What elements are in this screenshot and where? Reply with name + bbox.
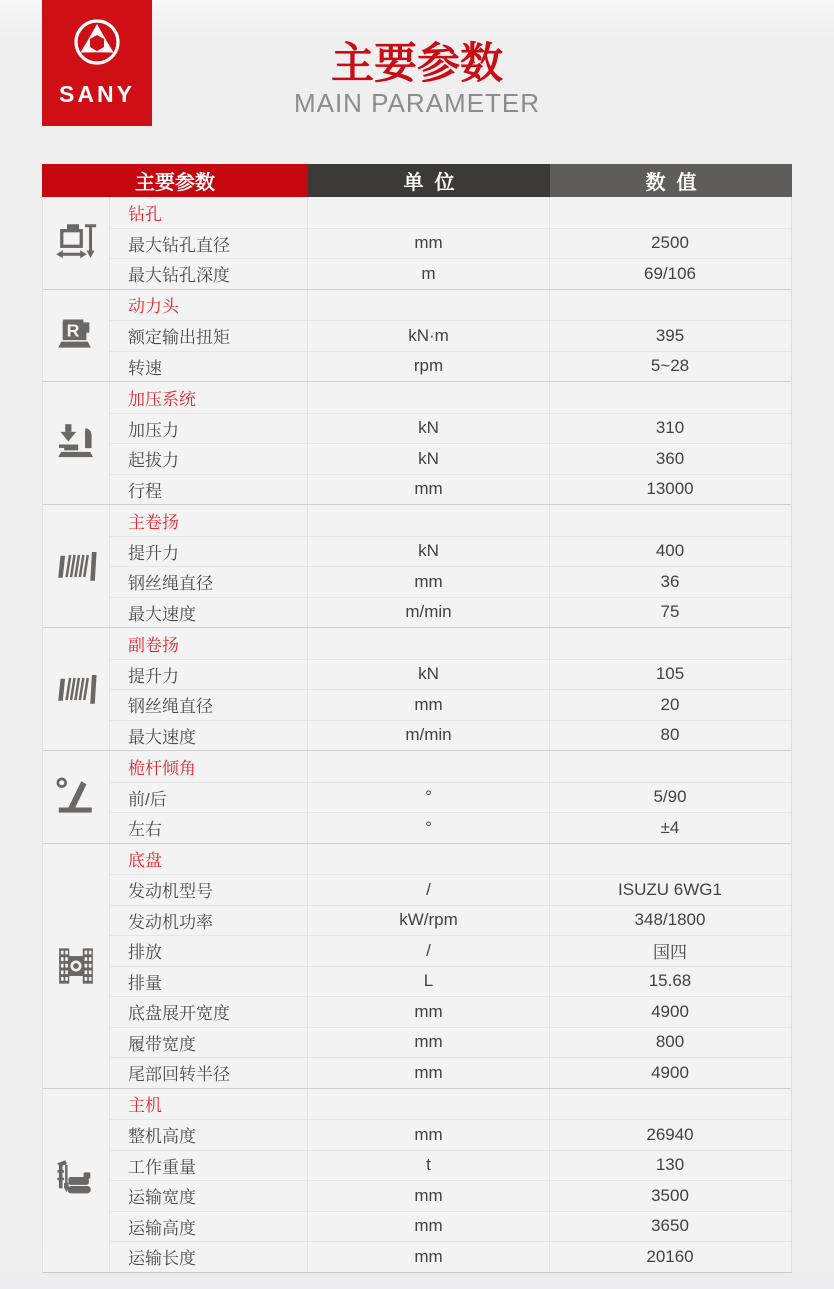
col-header-unit: 单 位	[308, 164, 550, 197]
param-name: 最大速度	[128, 727, 196, 747]
param-name: 发动机型号	[128, 882, 213, 902]
param-name: 钢丝绳直径	[128, 697, 213, 717]
drill-hole-icon	[55, 222, 97, 264]
param-unit: t	[307, 1151, 549, 1181]
param-unit: mm	[307, 1242, 549, 1272]
winch-icon	[51, 669, 101, 709]
section-icon-cell	[43, 751, 110, 843]
section-rows	[110, 628, 791, 750]
section-title-row	[110, 751, 791, 782]
param-value: 105	[549, 660, 790, 690]
param-value: 5/90	[549, 783, 790, 813]
param-name: 履带宽度	[128, 1034, 196, 1054]
empty-unit-cell	[307, 197, 549, 228]
table-body	[42, 197, 792, 1273]
param-unit: kN	[307, 414, 549, 444]
param-name: 整机高度	[128, 1127, 196, 1147]
param-value: 400	[549, 537, 790, 567]
param-name: 额定输出扭矩	[128, 328, 230, 348]
chassis-icon	[53, 943, 99, 989]
rig-machine-icon	[51, 1158, 101, 1202]
table-row	[110, 1150, 791, 1181]
section-rows	[110, 505, 791, 627]
table-row	[110, 351, 791, 382]
param-unit: L	[307, 967, 549, 997]
param-name: 转速	[128, 358, 162, 378]
table-section	[43, 381, 791, 504]
param-name: 运输高度	[128, 1218, 196, 1238]
empty-unit-cell	[307, 844, 549, 875]
param-unit: mm	[307, 229, 549, 259]
table-row	[110, 413, 791, 444]
param-unit: mm	[307, 1181, 549, 1211]
section-title-row	[110, 290, 791, 321]
table-row	[110, 320, 791, 351]
param-name: 工作重量	[128, 1157, 196, 1177]
col-header-parameter: 主要参数	[42, 164, 308, 197]
winch-icon	[51, 546, 101, 586]
param-value: ISUZU 6WG1	[549, 875, 790, 905]
empty-value-cell	[549, 505, 790, 536]
param-name: 加压力	[128, 420, 179, 440]
section-icon-cell	[43, 628, 110, 750]
section-rows	[110, 1089, 791, 1272]
section-rows	[110, 844, 791, 1088]
section-icon-cell	[43, 290, 110, 382]
param-name: 左右	[128, 820, 162, 840]
empty-value-cell	[549, 844, 790, 875]
param-unit: mm	[307, 997, 549, 1027]
param-value: 3650	[549, 1212, 790, 1242]
section-title: 副卷扬	[128, 635, 179, 655]
param-unit: rpm	[307, 352, 549, 382]
param-value: 15.68	[549, 967, 790, 997]
table-row	[110, 905, 791, 936]
param-unit: m/min	[307, 598, 549, 628]
param-name: 最大钻孔深度	[128, 266, 230, 286]
table-row	[110, 258, 791, 289]
empty-value-cell	[549, 290, 790, 321]
brand-name: SANY	[59, 81, 135, 107]
param-name: 行程	[128, 481, 162, 501]
param-value: 5~28	[549, 352, 790, 382]
empty-unit-cell	[307, 290, 549, 321]
param-unit: mm	[307, 1058, 549, 1088]
table-header	[42, 164, 792, 197]
table-row	[110, 874, 791, 905]
param-value: 348/1800	[549, 906, 790, 936]
param-value: ±4	[549, 813, 790, 843]
empty-value-cell	[549, 1089, 790, 1120]
empty-value-cell	[549, 751, 790, 782]
table-row	[110, 474, 791, 505]
table-row	[110, 536, 791, 567]
section-icon-cell	[43, 1089, 110, 1272]
section-title: 动力头	[128, 297, 179, 317]
param-name: 底盘展开宽度	[128, 1004, 230, 1024]
table-section	[43, 843, 791, 1088]
svg-text:R: R	[66, 320, 80, 341]
param-name: 排量	[128, 973, 162, 993]
section-icon-cell	[43, 844, 110, 1088]
param-unit: mm	[307, 1028, 549, 1058]
param-unit: °	[307, 783, 549, 813]
param-value: 130	[549, 1151, 790, 1181]
param-name: 最大钻孔直径	[128, 235, 230, 255]
param-value: 4900	[549, 997, 790, 1027]
empty-value-cell	[549, 628, 790, 659]
param-name: 提升力	[128, 666, 179, 686]
table-section	[43, 197, 791, 289]
param-value: 75	[549, 598, 790, 628]
section-icon-cell	[43, 197, 110, 289]
param-name: 发动机功率	[128, 912, 213, 932]
param-unit: mm	[307, 1212, 549, 1242]
table-row	[110, 689, 791, 720]
param-unit: kN	[307, 660, 549, 690]
param-unit: kN	[307, 537, 549, 567]
param-name: 运输长度	[128, 1249, 196, 1269]
section-rows	[110, 290, 791, 382]
table-row	[110, 659, 791, 690]
param-value: 310	[549, 414, 790, 444]
section-title-row	[110, 505, 791, 536]
param-unit: mm	[307, 690, 549, 720]
param-name: 运输宽度	[128, 1188, 196, 1208]
param-unit: mm	[307, 567, 549, 597]
empty-unit-cell	[307, 505, 549, 536]
param-name: 最大速度	[128, 604, 196, 624]
param-value: 13000	[549, 475, 790, 505]
section-icon-cell	[43, 382, 110, 504]
empty-unit-cell	[307, 382, 549, 413]
table-section	[43, 504, 791, 627]
table-row	[110, 782, 791, 813]
table-section	[43, 289, 791, 382]
page-subtitle: MAIN PARAMETER	[293, 88, 541, 118]
section-title: 底盘	[128, 851, 162, 871]
param-value: 69/106	[549, 259, 790, 289]
empty-value-cell	[549, 197, 790, 228]
param-unit: kN	[307, 444, 549, 474]
param-value: 20	[549, 690, 790, 720]
section-title-row	[110, 1089, 791, 1120]
param-name: 排放	[128, 943, 162, 963]
table-row	[110, 1241, 791, 1272]
section-icon-cell	[43, 505, 110, 627]
parameter-table	[42, 164, 792, 1273]
section-title-row	[110, 382, 791, 413]
table-row	[110, 1027, 791, 1058]
param-unit: kN·m	[307, 321, 549, 351]
table-section	[43, 750, 791, 843]
empty-unit-cell	[307, 628, 549, 659]
param-value: 3500	[549, 1181, 790, 1211]
param-name: 起拔力	[128, 451, 179, 471]
table-row	[110, 720, 791, 751]
table-row	[110, 966, 791, 997]
param-unit: °	[307, 813, 549, 843]
mast-angle-icon	[53, 776, 99, 818]
table-section	[43, 627, 791, 750]
rotary-head-icon	[55, 315, 97, 355]
table-row	[110, 1119, 791, 1150]
param-unit: mm	[307, 1120, 549, 1150]
table-row	[110, 1057, 791, 1088]
empty-value-cell	[549, 382, 790, 413]
param-unit: m/min	[307, 721, 549, 751]
section-rows	[110, 751, 791, 843]
param-unit: /	[307, 875, 549, 905]
section-title: 主卷扬	[128, 512, 179, 532]
param-unit: m	[307, 259, 549, 289]
table-row	[110, 443, 791, 474]
param-name: 前/后	[128, 789, 167, 809]
section-title: 钻孔	[128, 204, 162, 224]
section-title: 桅杆倾角	[128, 758, 196, 778]
table-row	[110, 597, 791, 628]
section-title: 主机	[128, 1096, 162, 1116]
param-value: 2500	[549, 229, 790, 259]
param-unit: kW/rpm	[307, 906, 549, 936]
param-unit: /	[307, 936, 549, 966]
table-row	[110, 935, 791, 966]
section-rows	[110, 382, 791, 504]
param-value: 360	[549, 444, 790, 474]
page-title: 主要参数	[331, 40, 503, 88]
table-row	[110, 1180, 791, 1211]
table-section	[43, 1088, 791, 1272]
section-title: 加压系统	[128, 389, 196, 409]
param-value: 20160	[549, 1242, 790, 1272]
table-row	[110, 996, 791, 1027]
param-unit: mm	[307, 475, 549, 505]
param-value: 800	[549, 1028, 790, 1058]
param-value: 395	[549, 321, 790, 351]
param-name: 提升力	[128, 543, 179, 563]
param-name: 钢丝绳直径	[128, 574, 213, 594]
param-value: 80	[549, 721, 790, 751]
section-title-row	[110, 844, 791, 875]
section-title-row	[110, 197, 791, 228]
param-value: 国四	[549, 936, 790, 966]
empty-unit-cell	[307, 751, 549, 782]
empty-unit-cell	[307, 1089, 549, 1120]
table-row	[110, 812, 791, 843]
param-value: 26940	[549, 1120, 790, 1150]
param-value: 36	[549, 567, 790, 597]
param-name: 尾部回转半径	[128, 1065, 230, 1085]
crowd-system-icon	[54, 423, 98, 463]
section-title-row	[110, 628, 791, 659]
col-header-value: 数 值	[550, 164, 792, 197]
table-row	[110, 566, 791, 597]
param-value: 4900	[549, 1058, 790, 1088]
table-row	[110, 228, 791, 259]
section-rows	[110, 197, 791, 289]
table-row	[110, 1211, 791, 1242]
